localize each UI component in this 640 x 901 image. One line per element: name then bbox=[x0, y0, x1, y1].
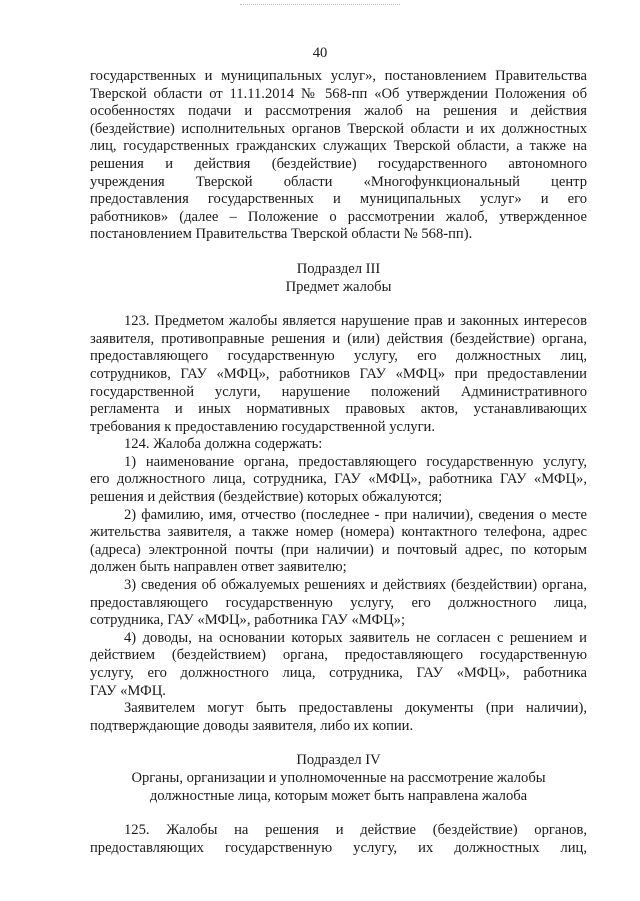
p124-item4-line: 4) доводы, на основании которых заявитель не согласен с решением и bbox=[124, 629, 587, 646]
subsection-4-title: Подраздел IV bbox=[296, 752, 381, 769]
p123-line: сотрудников, ГАУ «МФЦ», работников ГАУ «МФЦ» при предоставлении bbox=[90, 365, 587, 382]
p124-item4-line: услугу, его должностного лица, сотрудника, ГАУ «МФЦ», работника bbox=[90, 665, 587, 681]
scan-artifact bbox=[240, 4, 400, 8]
p125-line: 125. Жалобы на решения и действие (бездействие) органов, bbox=[124, 822, 587, 839]
subsection-4-subtitle: должностные лица, которым может быть направлена жалоба bbox=[149, 787, 528, 804]
p124-item3-line: 3) сведения об обжалуемых решениях и действиях (бездействии) органа, bbox=[124, 577, 587, 594]
p123-line: заявителя, противоправные решения и (или) действия (бездействие) органа, bbox=[90, 330, 587, 347]
p124-item4-line: действием (бездействием) органа, предоставляющего государственную bbox=[90, 647, 587, 664]
intro-line: Тверской области от 11.11.2014 № 568-пп «Об утверждении Положения об bbox=[90, 85, 587, 102]
p124-item1-line: его должностного лица, сотрудника, ГАУ «МФЦ», работника ГАУ «МФЦ», bbox=[90, 471, 587, 488]
document-body bbox=[90, 68, 587, 857]
subsection-3-title: Подраздел III bbox=[296, 260, 381, 277]
p124-item1-line: решения и действия (бездействие) которых обжалуются; bbox=[90, 489, 443, 506]
subsection-3-subtitle: Предмет жалобы bbox=[285, 278, 392, 295]
p124-item2-line: жительства заявителя, а также номер (номера) контактного телефона, адрес bbox=[90, 524, 587, 541]
p124-item4-line: ГАУ «МФЦ. bbox=[90, 682, 166, 699]
p124-intro: 124. Жалоба должна содержать: bbox=[124, 436, 323, 453]
intro-line: предоставления государственных и муниципальных услуг» и его bbox=[90, 191, 587, 208]
intro-line: особенностях подачи и рассмотрения жалоб на решения и действия bbox=[90, 103, 587, 120]
p124-docs-line: подтверждающие доводы заявителя, либо их копии. bbox=[90, 717, 414, 734]
p123-line: требования к предоставлению государственной услуги. bbox=[90, 418, 436, 435]
intro-line: постановлением Правительства Тверской области № 568-пп). bbox=[90, 226, 473, 243]
p123-line: государственной услуги, нарушение положений Административного bbox=[90, 383, 587, 400]
p124-item2-line: 2) фамилию, имя, отчество (последнее - при наличии), сведения о месте bbox=[124, 506, 587, 523]
intro-line: работников» (далее – Положение о рассмотрении жалоб, утвержденное bbox=[90, 208, 587, 225]
p124-item3-line: предоставляющего государственную услугу, его должностного лица, bbox=[90, 594, 587, 611]
p123-line: 123. Предметом жалобы является нарушение прав и законных интересов bbox=[124, 313, 587, 330]
p123-line: регламента и иных нормативных правовых актов, устанавливающих bbox=[90, 401, 587, 418]
p124-item2-line: (адреса) электронной почты (при наличии) и почтовый адрес, по которым bbox=[90, 541, 587, 558]
page-number: 40 bbox=[312, 45, 328, 61]
intro-line: лиц, государственных гражданских служащих Тверской области, а также на bbox=[90, 138, 587, 155]
p123-line: предоставляющего государственную услугу, его должностных лиц, bbox=[90, 348, 587, 365]
subsection-4-subtitle: Органы, организации и уполномоченные на рассмотрение жалобы bbox=[131, 769, 546, 786]
p124-item1-line: 1) наименование органа, предоставляющего государственную услугу, bbox=[124, 453, 587, 470]
p124-docs-line: Заявителем могут быть предоставлены документы (при наличии), bbox=[124, 700, 587, 717]
intro-line: решения и действия (бездействие) государственного автономного bbox=[90, 155, 587, 172]
p125-line: предоставляющих государственную услугу, их должностных лиц, bbox=[90, 839, 587, 856]
intro-line: государственных и муниципальных услуг», постановлением Правительства bbox=[90, 68, 587, 84]
p124-item2-line: должен быть направлен ответ заявителю; bbox=[90, 559, 347, 576]
intro-line: (бездействие) исполнительных органов Тверской области и их должностных bbox=[90, 120, 587, 137]
intro-line: учреждения Тверской области «Многофункциональный центр bbox=[90, 173, 587, 190]
p124-item3-line: сотрудника, ГАУ «МФЦ», работника ГАУ «МФЦ»; bbox=[90, 612, 406, 629]
